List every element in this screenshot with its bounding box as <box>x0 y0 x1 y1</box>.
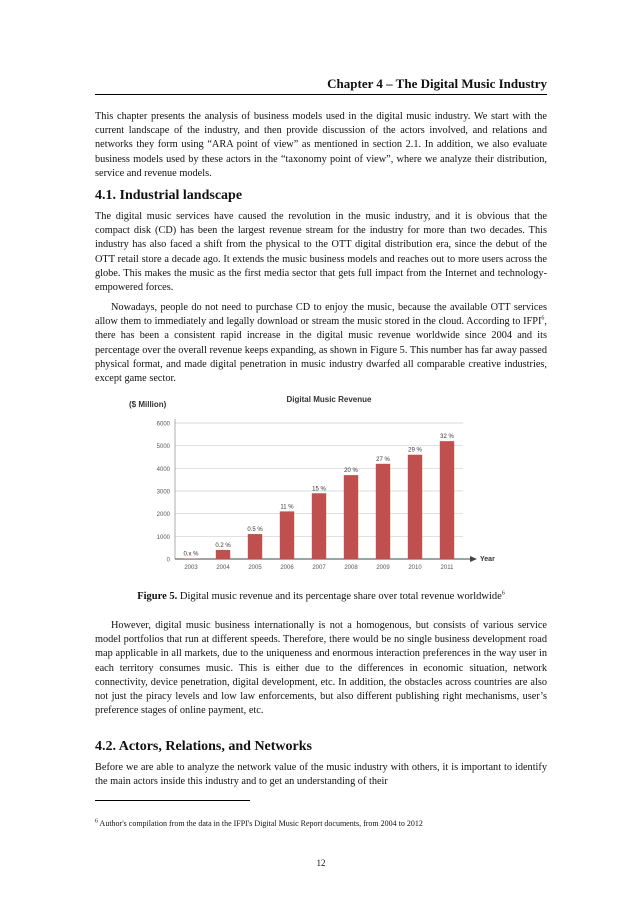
section-4-1-paragraph-2 <box>95 301 547 386</box>
x-axis-label: Year <box>480 556 495 563</box>
x-tick-label: 2005 <box>248 565 262 571</box>
x-tick-label: 2009 <box>376 565 390 571</box>
y-axis-label: ($ Million) <box>129 400 167 409</box>
bar-data-label: 0.2 % <box>215 542 231 549</box>
y-tick-label: 1000 <box>156 534 170 541</box>
x-tick-label: 2008 <box>344 565 358 571</box>
bar <box>408 455 422 559</box>
header-rule <box>95 94 547 95</box>
y-tick-label: 0 <box>166 557 170 564</box>
footnote-ref[interactable]: 6 <box>541 315 545 322</box>
bar-data-label: 0.5 % <box>247 527 263 534</box>
bar <box>344 475 358 559</box>
x-tick-label: 2003 <box>184 565 198 571</box>
chapter-title: Chapter 4 – The Digital Music Industry <box>327 76 547 91</box>
x-tick-label: 2004 <box>216 565 230 571</box>
bar-data-label: 15 % <box>312 486 326 493</box>
bar <box>280 511 294 559</box>
bar-data-label: 27 % <box>376 456 390 463</box>
bar-data-label: 29 % <box>408 447 422 454</box>
figure-caption <box>95 591 547 602</box>
y-tick-label: 5000 <box>156 444 170 451</box>
chart-svg <box>125 387 505 583</box>
figure-caption-text: Digital music revenue and its percentage share over total revenue worldwide <box>177 591 502 602</box>
bar <box>312 493 326 559</box>
section-4-1-paragraph-1: The digital music services have caused the revolution in the music industry, and it is obvious that the compact disk (CD) has been the largest revenue stream for the industry for more than two decades. This industry has also faced a shift from the physical to the OTT digital distribution era, since the debut of the OTT retail store a decade ago. It extends the music business models and reaches out to more users across the globe. This makes the music as the first media sector that gets full impact from the Internet and technology-empowered forces. <box>95 211 547 294</box>
section-4-1-paragraph-3: However, digital music business internationally is not a homogenous, but consists of various service model portfolios that run at different speeds. Therefore, there would be no single business development road map applicable in all markets, due to the uniqueness and enormous interaction preferences in the way user in each territory consumes music. This is either due to the differences in economic situation, network connectivity, device penetration, digital development, etc. In addition, the obstacles across countries are also not just the piracy levels and low law enforcements, but also different publishing right mechanisms, user’s preference stages of online payment, etc. <box>95 620 547 717</box>
x-tick-label: 2010 <box>408 565 422 571</box>
digital-music-revenue-chart <box>125 387 505 583</box>
chart-title: Digital Music Revenue <box>286 395 372 404</box>
bar-data-label: 32 % <box>440 434 454 441</box>
section-4-1-heading: 4.1. Industrial landscape <box>95 188 243 203</box>
bar-data-label: 20 % <box>344 468 358 475</box>
footnote <box>95 819 547 828</box>
x-tick-label: 2007 <box>312 565 326 571</box>
bar-data-label: 11 % <box>280 504 294 511</box>
intro-paragraph: This chapter presents the analysis of business models used in the digital music industry. We start with the current landscape of the industry, and then provide discussion of the actors involved, and relations and networks they form using “ARA point of view” as mentioned in section 2.1. In addition, we also evaluate business models used by these actors in the “taxonomy point of view”, where we analyze their distribution, service and revenue models. <box>95 111 547 179</box>
section-4-2-heading: 4.2. Actors, Relations, and Networks <box>95 739 312 754</box>
y-tick-label: 4000 <box>156 466 170 473</box>
x-tick-label: 2006 <box>280 565 294 571</box>
section-4-2-paragraph-1: Before we are able to analyze the network value of the music industry with others, it is important to identify the main actors inside this industry and to get an understanding of their <box>95 762 547 788</box>
x-tick-label: 2011 <box>440 565 454 571</box>
paragraph-2-text-b: , there has been a consistent rapid increase in the digital music revenue worldwide since 2004 and its percentage over the overall revenue keeps expanding, as shown in Figure 5. This number has far away passed physical format, and made digital penetration in music industry dwarfed all comparable creative industries, except game sector. <box>95 316 547 385</box>
y-tick-label: 6000 <box>156 421 170 428</box>
footnote-marker: 6 <box>95 818 98 825</box>
bar-data-label: 0.x % <box>183 551 199 558</box>
bar <box>376 464 390 559</box>
caption-footnote-ref[interactable]: 6 <box>501 590 505 597</box>
bar <box>216 550 230 559</box>
y-tick-label: 2000 <box>156 512 170 519</box>
footnote-text: Author's compilation from the data in the IFPI's Digital Music Report documents, from 2004 to 2012 <box>98 819 423 828</box>
x-axis-arrow <box>470 556 477 562</box>
bar <box>440 441 454 559</box>
paragraph-2-text-a: Nowadays, people do not need to purchase CD to enjoy the music, because the available OTT services allow them to immediately and legally download or stream the music stored in the cloud. According to IFPI <box>95 302 547 328</box>
figure-label: Figure 5. <box>137 591 178 602</box>
page-number: 12 <box>316 858 326 868</box>
bar <box>248 534 262 559</box>
y-tick-label: 3000 <box>156 489 170 496</box>
footnote-rule <box>95 800 250 801</box>
